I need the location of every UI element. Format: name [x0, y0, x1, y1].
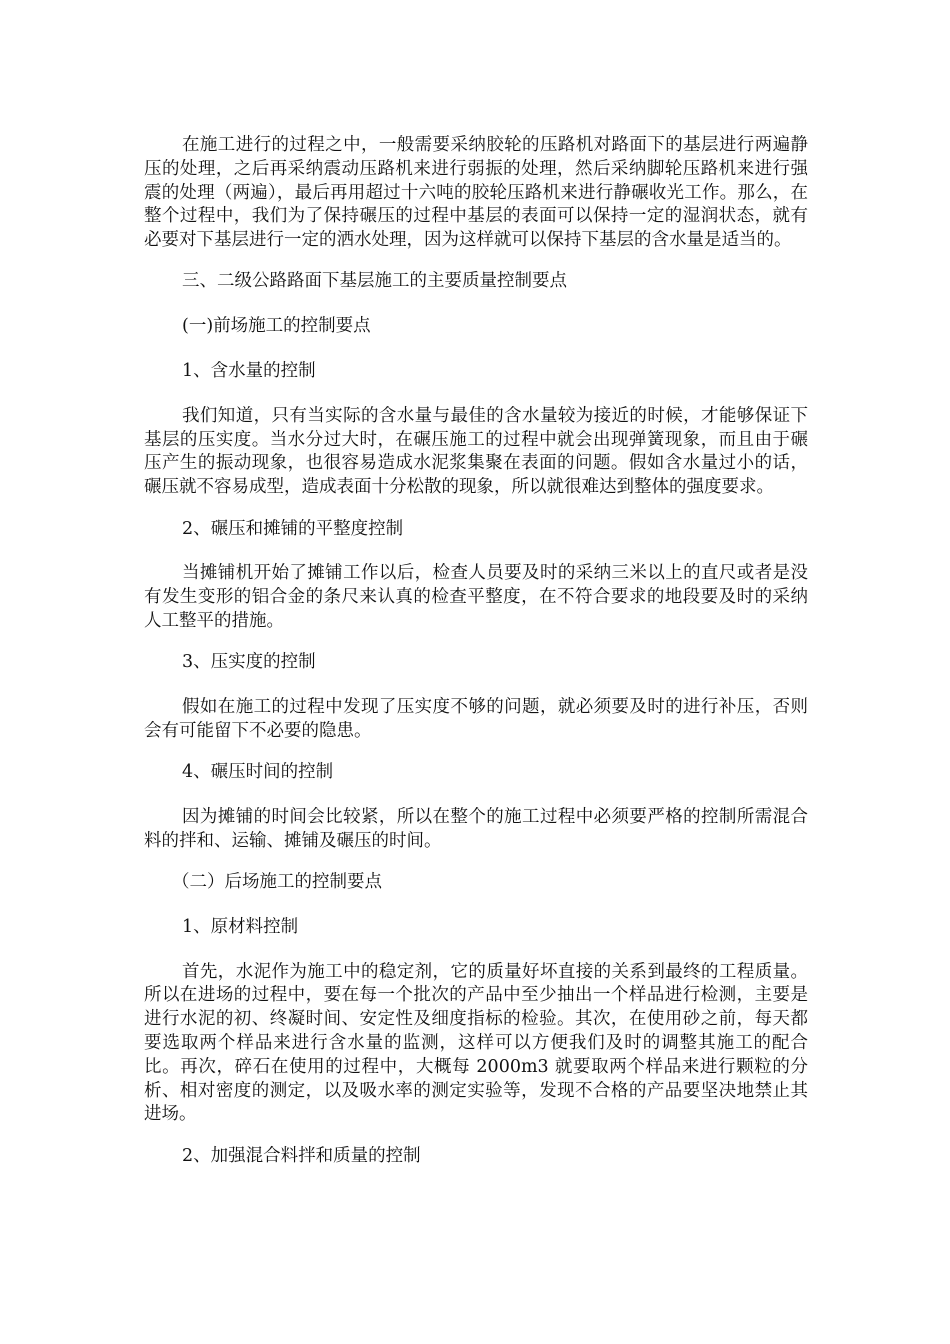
- paragraph-raw-materials: 首先，水泥作为施工中的稳定剂，它的质量好坏直接的关系到最终的工程质量。所以在进场的过程中，要在每一个批次的产品中至少抽出一个样品进行检测，主要是进行水泥的初、终凝时间、安定性及细度指标的检验。其次，在使用砂之前，每天都要选取两个样品来进行含水量的监测，这样可以方便我们及时的调整其施工的配合比。再次，碎石在使用的过程中，大概每 2000m3 就要取两个样品来进行颗粒的分析、相对密度的测定，以及吸水率的测定实验等，发现不合格的产品要坚决地禁止其进场。: [144, 961, 808, 1125]
- paragraph-rolling-time: 因为摊铺的时间会比较紧，所以在整个的施工过程中必须要严格的控制所需混合料的拌和、运输、摊铺及碾压的时间。: [144, 806, 808, 851]
- paragraph-compaction-degree: 假如在施工的过程中发现了压实度不够的问题，就必须要及时的进行补压，否则会有可能留下不必要的隐患。: [144, 697, 808, 741]
- section-heading-quality-control: 三、二级公路路面下基层施工的主要质量控制要点: [182, 271, 567, 292]
- paragraph-moisture: 我们知道，只有当实际的含水量与最佳的含水量较为接近的时候，才能够保证下基层的压实度。当水分过大时，在碾压施工的过程中就会出现弹簧现象，而且由于碾压产生的振动现象，也很容易造成水泥浆集聚在表面的问题。假如含水量过小的话，碾压就不容易成型，造成表面十分松散的现象，所以就很难达到整体的强度要求。: [144, 405, 808, 498]
- paragraph-flatness: 当摊铺机开始了摊铺工作以后，检查人员要及时的采纳三米以上的直尺或者是没有发生变形的铝合金的条尺来认真的检查平整度，在不符合要求的地段要及时的采纳人工整平的措施。: [144, 563, 808, 631]
- paragraph-compaction-process: 在施工进行的过程之中，一般需要采纳胶轮的压路机对路面下的基层进行两遍静压的处理，之后再采纳震动压路机来进行弱振的处理，然后采纳脚轮压路机来进行强震的处理（两遍），最后再用超过十六吨的胶轮压路机来进行静碾收光工作。那么，在整个过程中，我们为了保持碾压的过程中基层的表面可以保持一定的湿润状态，就有必要对下基层进行一定的洒水处理，因为这样就可以保持下基层的含水量是适当的。: [144, 135, 808, 251]
- subsection-heading-back-site: （二）后场施工的控制要点: [172, 872, 382, 893]
- item-heading-compaction-degree: 3、压实度的控制: [182, 652, 316, 673]
- item-heading-raw-materials: 1、原材料控制: [182, 916, 299, 937]
- item-heading-flatness: 2、碾压和摊铺的平整度控制: [182, 518, 404, 539]
- item-heading-moisture: 1、含水量的控制: [182, 361, 316, 382]
- document-body: [144, 134, 808, 1190]
- item-heading-mixing-quality: 2、加强混合料拌和质量的控制: [182, 1145, 421, 1166]
- subsection-heading-front-site: (一)前场施工的控制要点: [182, 316, 371, 337]
- item-heading-rolling-time: 4、碾压时间的控制: [182, 762, 334, 783]
